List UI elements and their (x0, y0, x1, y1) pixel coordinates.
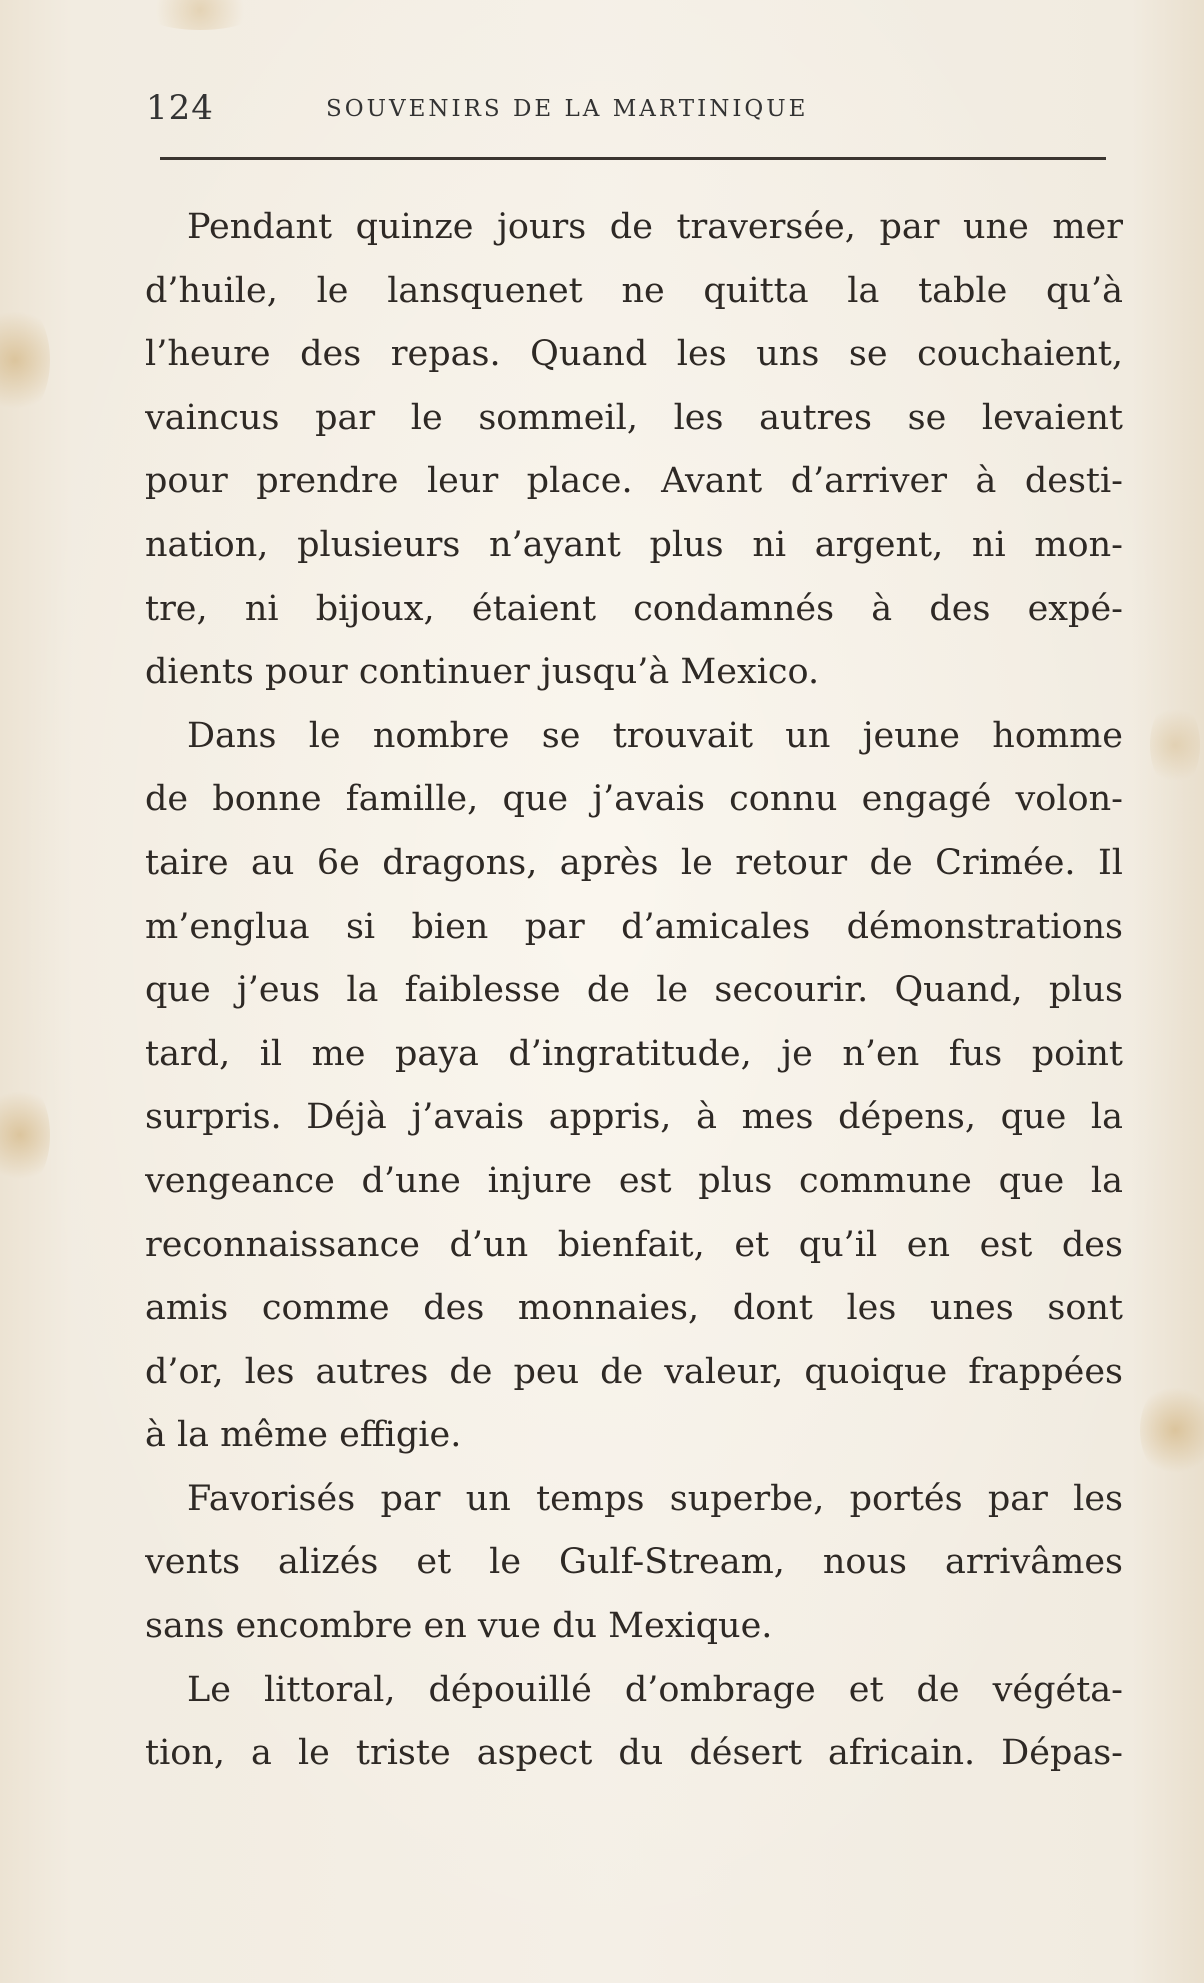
foxing-stain (140, 0, 260, 30)
header-rule (160, 157, 1106, 160)
running-title: SOUVENIRS DE LA MARTINIQUE (326, 96, 809, 122)
text-line: vaincus par le sommeil, les autres se levaient (145, 397, 1123, 438)
running-head (146, 88, 1106, 136)
foxing-stain (0, 300, 50, 420)
text-line: que j’eus la faiblesse de le secourir. Quand, plus (145, 970, 1123, 1011)
text-line: pour prendre leur place. Avant d’arriver à desti- (145, 461, 1123, 502)
text-line: l’heure des repas. Quand les uns se couchaient, (145, 334, 1123, 375)
text-line: Favorisés par un temps superbe, portés par les (187, 1478, 1123, 1519)
text-line: d’huile, le lansquenet ne quitta la table qu’à (145, 270, 1123, 311)
foxing-stain (1140, 1380, 1204, 1480)
foxing-stain (1150, 700, 1200, 790)
text-line: tard, il me paya d’ingratitude, je n’en fus point (145, 1033, 1123, 1074)
page-number: 124 (146, 88, 214, 128)
text-line: reconnaissance d’un bienfait, et qu’il en est des (145, 1224, 1123, 1265)
text-line: tion, a le triste aspect du désert africain. Dépas- (145, 1733, 1123, 1774)
text-line: de bonne famille, que j’avais connu engagé volon- (145, 779, 1123, 820)
text-line: sans encombre en vue du Mexique. (145, 1606, 773, 1647)
text-line: nation, plusieurs n’ayant plus ni argent, ni mon- (145, 524, 1123, 565)
foxing-stain (0, 1080, 50, 1190)
text-line: d’or, les autres de peu de valeur, quoique frappées (145, 1351, 1123, 1392)
text-line: m’englua si bien par d’amicales démonstrations (145, 906, 1123, 947)
text-line: tre, ni bijoux, étaient condamnés à des expé- (145, 588, 1123, 629)
text-line: surpris. Déjà j’avais appris, à mes dépens, que la (145, 1097, 1123, 1138)
text-line: dients pour continuer jusqu’à Mexico. (145, 652, 820, 693)
text-line: vengeance d’une injure est plus commune que la (145, 1160, 1123, 1201)
text-line: à la même effigie. (145, 1415, 462, 1456)
text-line: Le littoral, dépouillé d’ombrage et de végéta- (187, 1669, 1123, 1710)
text-line: Dans le nombre se trouvait un jeune homme (187, 715, 1123, 756)
body-text (145, 196, 1123, 1786)
text-line: vents alizés et le Gulf-Stream, nous arrivâmes (145, 1542, 1123, 1583)
text-line: taire au 6e dragons, après le retour de Crimée. Il (145, 842, 1123, 883)
text-line: amis comme des monnaies, dont les unes sont (145, 1288, 1123, 1329)
text-line: Pendant quinze jours de traversée, par une mer (187, 207, 1123, 247)
